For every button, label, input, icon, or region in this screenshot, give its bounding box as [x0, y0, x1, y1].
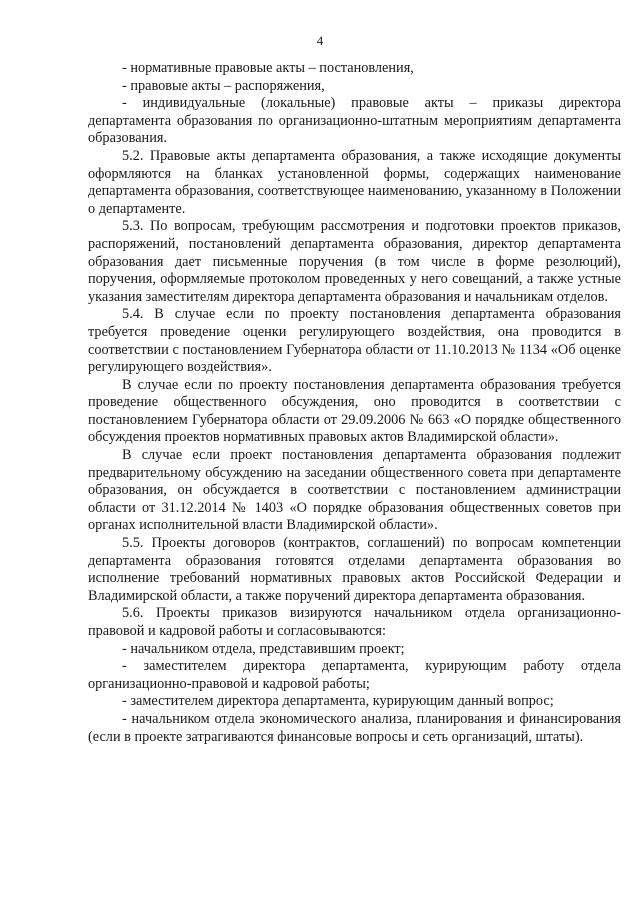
paragraph-5-5: 5.5. Проекты договоров (контрактов, соглашений) по вопросам компетенции департамента образования готовятся отделами департамента образования во исполнение требований нормативных правовых актов Российской Федерации и Владимирской области, а также поручений директора департамента образования.	[88, 535, 621, 604]
paragraph-bullet-local-acts: - индивидуальные (локальные) правовые акты – приказы директора департамента образования по организационно-штатным мероприятиям департамента образования.	[88, 95, 621, 147]
paragraph-bullet-head-of-department: - начальником отдела, представившим проект;	[122, 640, 405, 657]
page-number: 4	[316, 33, 324, 48]
paragraph-bullet-deputy-director-legal: - заместителем директора департамента, курирующим работу отдела организационно-правовой и кадровой работы;	[88, 658, 621, 692]
paragraph-bullet-economic-analysis: - начальником отдела экономического анализа, планирования и финансирования (если в проекте затрагиваются финансовые вопросы и сеть организаций, штаты).	[88, 710, 621, 745]
paragraph-public-discussion: В случае если по проекту постановления департамента образования требуется проведение общественного обсуждения, оно проводится в соответствии с постановлением Губернатора области от 29.09.2006 № 663 «О порядке общественного обсуждения проектов нормативных правовых актов Владимирской области».	[88, 376, 621, 446]
paragraph-bullet-normative-acts: - нормативные правовые акты – постановления,	[122, 60, 414, 76]
paragraph-5-4: 5.4. В случае если по проекту постановления департамента образования требуется проведение оценки регулирующего воздействия, она проводится в соответствии с постановлением Губернатора области от 11.10.2013 № 1134 «Об оценке регулирующего воздействия».	[88, 306, 621, 376]
paragraph-5-6: 5.6. Проекты приказов визируются начальником отдела организационно-правовой и кадровой работы и согласовываются:	[88, 605, 621, 639]
paragraph-public-council: В случае если проект постановления департамента образования подлежит предварительному обсуждению на заседании общественного совета при департаменте образования, он обсуждается в соответствии с постановлением администрации области от 31.12.2014 № 1403 «О порядке образования общественных советов при органах исполнительной власти Владимирской области».	[88, 447, 621, 534]
paragraph-bullet-deputy-director-issue: - заместителем директора департамента, курирующим данный вопрос;	[122, 693, 554, 710]
document-body	[88, 60, 621, 746]
paragraph-bullet-legal-acts: - правовые акты – распоряжения,	[122, 77, 325, 94]
paragraph-5-2: 5.2. Правовые акты департамента образования, а также исходящие документы оформляются на бланках установленной формы, содержащих наименование департамента образования, соответствующее наименованию, указанному в Положении о департаменте.	[88, 147, 621, 217]
paragraph-5-3: 5.3. По вопросам, требующим рассмотрения и подготовки проектов приказов, распоряжений, постановлений департамента образования, директор департамента образования дает письменные поручения (в том числе в форме резолюций), поручения, оформляемые протоколом проведенных у него совещаний, а также устные указания заместителям директора департамента образования и начальникам отделов.	[88, 218, 621, 305]
